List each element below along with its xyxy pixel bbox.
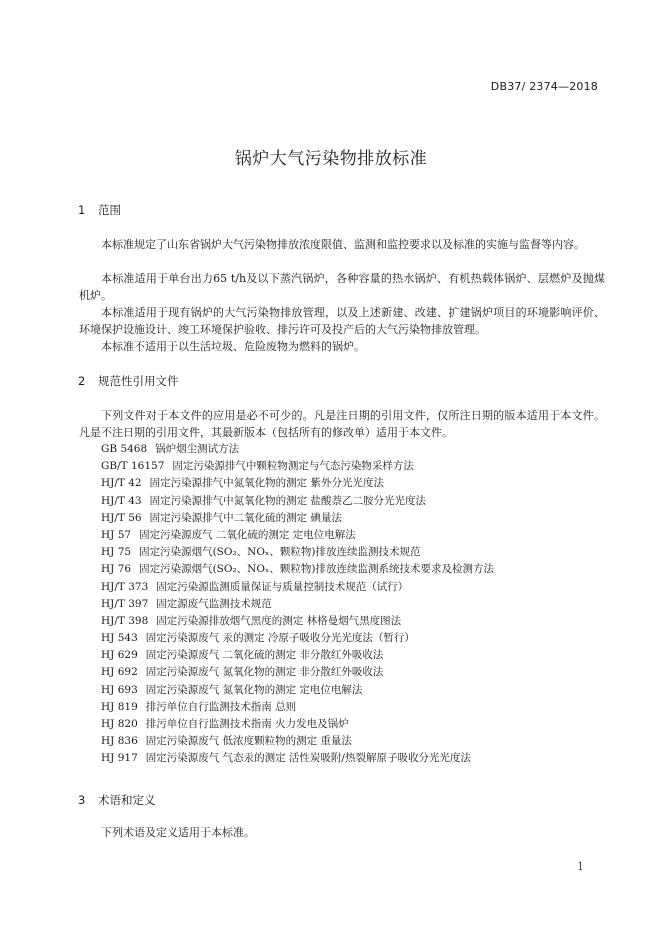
reference-code: HJ/T 373 bbox=[101, 580, 149, 593]
reference-code: HJ/T 56 bbox=[101, 511, 142, 524]
document-title: 锅炉大气污染物排放标准 bbox=[234, 149, 428, 169]
reference-code: HJ 692 bbox=[101, 666, 138, 679]
reference-item bbox=[101, 682, 494, 699]
reference-code: HJ 57 bbox=[101, 528, 132, 541]
reference-code: HJ 76 bbox=[101, 563, 132, 576]
reference-code: HJ 75 bbox=[101, 546, 132, 559]
reference-code: HJ/T 42 bbox=[101, 477, 142, 490]
reference-title: 固定污染源废气 二氧化硫的测定 非分散红外吸收法 bbox=[145, 649, 384, 662]
reference-title: 固定污染源废气 氮氧化物的测定 非分散红外吸收法 bbox=[145, 666, 384, 679]
reference-code: GB/T 16157 bbox=[101, 460, 165, 473]
reference-item bbox=[101, 527, 494, 544]
scope-paragraph-4: 本标准不适用于以生活垃圾、危险废物为燃料的锅炉。 bbox=[101, 340, 365, 353]
reference-code: HJ/T 398 bbox=[101, 614, 149, 627]
reference-code: HJ 820 bbox=[101, 718, 138, 730]
section-number: 2 bbox=[78, 374, 86, 388]
reference-code: HJ/T 397 bbox=[101, 597, 149, 610]
section-number: 3 bbox=[78, 793, 86, 807]
reference-title: 锅炉烟尘测试方法 bbox=[155, 443, 240, 455]
section-heading-scope bbox=[78, 202, 121, 218]
standard-code: DB37/ 2374—2018 bbox=[490, 80, 598, 93]
reference-item bbox=[101, 664, 494, 681]
reference-title: 固定污染源排气中氮氧化物的测定 紫外分光光度法 bbox=[149, 477, 384, 490]
reference-item bbox=[101, 750, 494, 767]
reference-item bbox=[101, 596, 494, 613]
reference-title: 固定污染源废气 气态汞的测定 活性炭吸附/热裂解原子吸收分光光度法 bbox=[145, 752, 471, 765]
reference-title: 排污单位自行监测技术指南 火力发电及锅炉 bbox=[145, 718, 349, 730]
reference-code: GB 5468 bbox=[101, 443, 148, 455]
scope-paragraph-3: 本标准适用于现有锅炉的大气污染物排放管理，以及上述新建、改建、扩建锅炉项目的环境影响评价、环境保护设施设计、竣工环境保护验收、排污许可及投产后的大气污染物排放管理。 bbox=[79, 306, 605, 336]
scope-paragraph-1: 本标准规定了山东省锅炉大气污染物排放浓度限值、监测和监控要求以及标准的实施与监督等内容。 bbox=[101, 238, 585, 251]
reference-item bbox=[101, 579, 494, 596]
reference-item bbox=[101, 561, 494, 578]
terms-intro: 下列术语及定义适用于本标准。 bbox=[101, 826, 255, 839]
reference-code: HJ 917 bbox=[101, 752, 138, 765]
section-heading-normative-references bbox=[78, 373, 179, 389]
reference-item bbox=[101, 544, 494, 561]
reference-item bbox=[101, 647, 494, 664]
reference-title: 固定源废气监测技术规范 bbox=[156, 597, 272, 610]
reference-item bbox=[101, 613, 494, 630]
reference-title: 固定污染源排气中颗粒物测定与气态污染物采样方法 bbox=[172, 460, 414, 473]
normative-reference-list bbox=[101, 441, 494, 768]
page-number: 1 bbox=[577, 860, 584, 873]
reference-title: 固定污染源废气 氮氧化物的测定 定电位电解法 bbox=[145, 683, 363, 696]
reference-title: 排污单位自行监测技术指南 总则 bbox=[145, 700, 297, 713]
reference-item bbox=[101, 716, 494, 733]
reference-item bbox=[101, 458, 494, 475]
reference-title: 固定污染源废气 二氧化硫的测定 定电位电解法 bbox=[139, 528, 356, 541]
reference-code: HJ 693 bbox=[101, 683, 138, 696]
section-title: 范围 bbox=[98, 203, 121, 217]
reference-title: 固定污染源烟气(SO₂、NOₓ、颗粒物)排放连续监测系统技术要求及检测方法 bbox=[139, 563, 495, 576]
reference-item bbox=[101, 699, 494, 716]
reference-title: 固定污染源废气 汞的测定 冷原子吸收分光光度法（暂行） bbox=[145, 632, 415, 645]
reference-code: HJ 836 bbox=[101, 735, 138, 748]
reference-item bbox=[101, 630, 494, 647]
reference-code: HJ/T 43 bbox=[101, 494, 142, 507]
scope-paragraph-2: 本标准适用于单台出力65 t/h及以下蒸汽锅炉，各种容量的热水锅炉、有机热载体锅炉、层燃炉及抛煤机炉。 bbox=[79, 272, 605, 302]
reference-item bbox=[101, 493, 494, 510]
reference-title: 固定污染源排气中二氧化硫的测定 碘量法 bbox=[149, 511, 342, 524]
reference-code: HJ 629 bbox=[101, 649, 138, 662]
reference-title: 固定污染源监测质量保证与质量控制技术规范（试行） bbox=[156, 580, 409, 593]
reference-title: 固定污染源废气 低浓度颗粒物的测定 重量法 bbox=[145, 735, 352, 748]
reference-item bbox=[101, 441, 494, 458]
reference-code: HJ 819 bbox=[101, 700, 138, 713]
section-number: 1 bbox=[78, 203, 86, 217]
reference-title: 固定污染源排放烟气黑度的测定 林格曼烟气黑度图法 bbox=[156, 614, 402, 627]
reference-item bbox=[101, 510, 494, 527]
reference-code: HJ 543 bbox=[101, 632, 138, 645]
normative-references-intro: 下列文件对于本文件的应用是必不可少的。凡是注日期的引用文件，仅所注日期的版本适用于本文件。凡是不注日期的引用文件，其最新版本（包括所有的修改单）适用于本文件。 bbox=[79, 409, 605, 439]
section-title: 规范性引用文件 bbox=[98, 374, 179, 388]
reference-title: 固定污染源烟气(SO₂、NOₓ、颗粒物)排放连续监测技术规范 bbox=[139, 546, 421, 559]
section-heading-terms bbox=[78, 792, 156, 808]
reference-title: 固定污染源排气中氮氧化物的测定 盐酸萘乙二胺分光光度法 bbox=[149, 494, 426, 507]
reference-item bbox=[101, 733, 494, 750]
reference-item bbox=[101, 475, 494, 492]
section-title: 术语和定义 bbox=[98, 793, 156, 807]
